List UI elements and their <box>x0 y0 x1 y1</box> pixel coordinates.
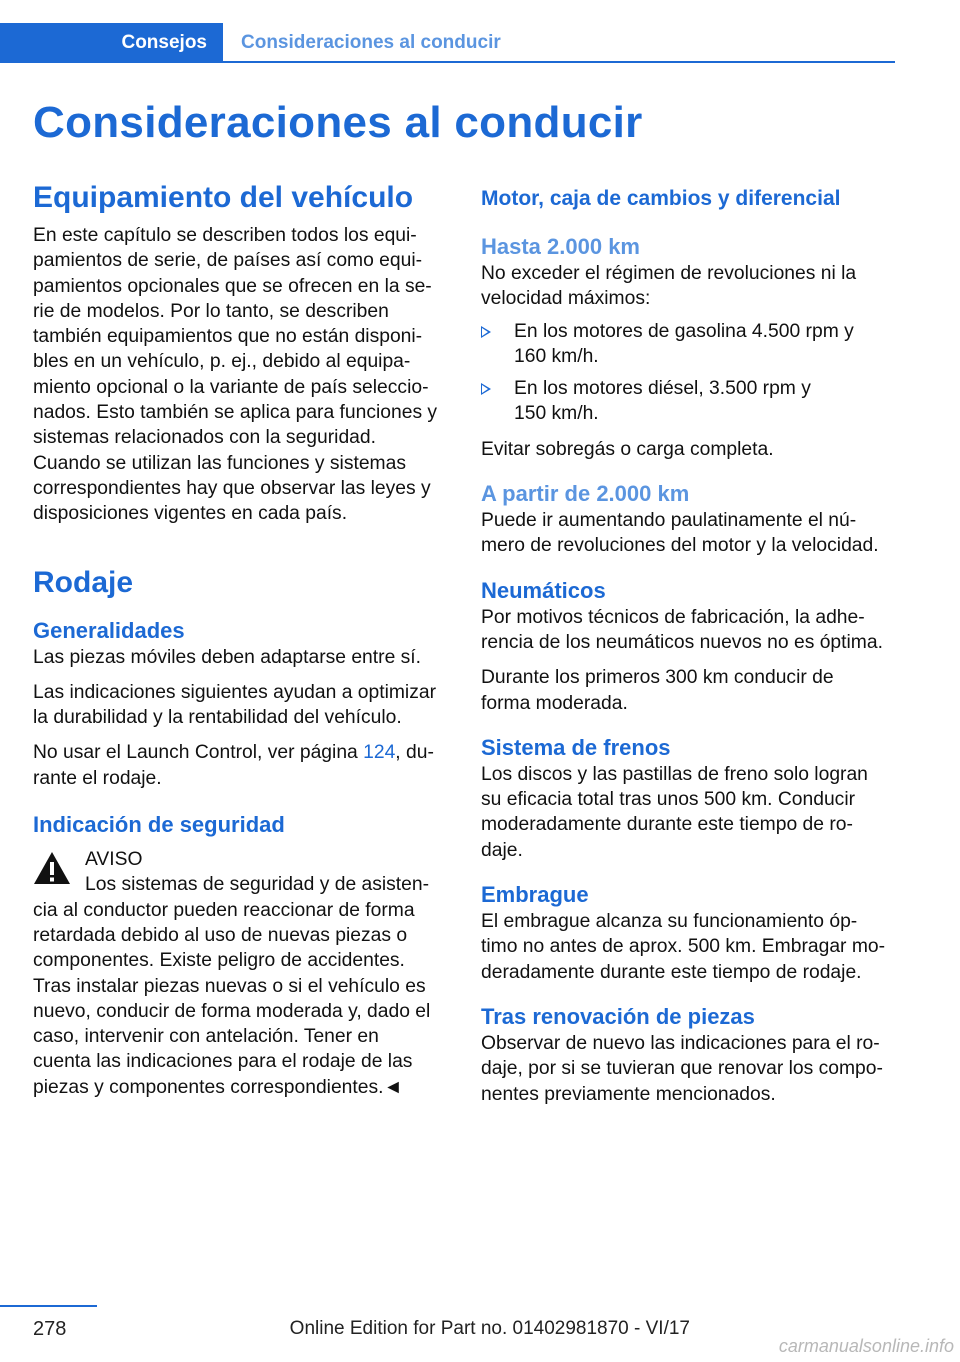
frenos-paragraph: Los discos y las pastillas de freno solo logran su eficacia total tras unos 500 km. Conducir moderadamente durante este tiempo de ro- daje. <box>481 763 868 861</box>
motor-heading: Motor, caja de cambios y diferencial <box>481 187 841 210</box>
warning-label: AVISO <box>85 849 143 871</box>
footer-rule <box>0 1305 97 1307</box>
warning-text: AVISO Los sistemas de seguridad y de asisten- cia al conductor pueden reaccionar de forma retardada debido al uso de nuevas piezas o componentes. Existe peligro de accidentes. Tras instalar piezas nuevas o si el vehículo es nuevo, conducir de forma moderada y, dado el caso, intervenir con antelación. Tener en cuenta las indicaciones para el rodaje de las piezas y componentes correspondientes.◄ <box>33 847 449 1100</box>
embrague-paragraph: El embrague alcanza su funcionamiento óp- timo no antes de aprox. 500 km. Embragar mo- deradamente durante este tiempo de rodaje. <box>481 911 886 983</box>
safety-heading: Indicación de seguridad <box>33 812 285 838</box>
warning-block <box>33 847 449 1100</box>
warning-triangle-icon <box>33 851 71 885</box>
apartir-paragraph: Puede ir aumentando paulatinamente el nú- mero de revoluciones del motor y la velocidad. <box>481 510 879 557</box>
equipment-heading: Equipamiento del vehículo <box>33 181 414 214</box>
page-number: 278 <box>33 1318 67 1340</box>
generalidades-p2: Las indicaciones siguientes ayudan a optimizar la durabilidad y la rentabilidad del vehículo. <box>33 681 437 729</box>
generalidades-p1: Las piezas móviles deben adaptarse entre sí. <box>33 646 421 668</box>
renovacion-paragraph: Observar de nuevo las indicaciones para el ro- daje, por si se tuvieran que renovar los compo- nentes previamente mencionados. <box>481 1032 883 1105</box>
hasta-heading: Hasta 2.000 km <box>481 234 640 259</box>
frenos-heading: Sistema de frenos <box>481 734 671 760</box>
watermark: carmanualsonline.info <box>778 1336 954 1356</box>
neumaticos-p2: Durante los primeros 300 km conducir de forma moderada. <box>481 667 834 714</box>
page-title: Consideraciones al conducir <box>33 98 643 147</box>
generalidades-p3: No usar el Launch Control, ver página 124, du- rante el rodaje. <box>33 742 434 789</box>
generalidades-heading: Generalidades <box>33 617 185 643</box>
hasta-paragraph: No exceder el régimen de revoluciones ni la velocidad máximos: <box>481 263 857 310</box>
apartir-heading: A partir de 2.000 km <box>481 481 690 507</box>
neumaticos-heading: Neumáticos <box>481 577 606 603</box>
rodaje-heading: Rodaje <box>33 565 134 599</box>
renovacion-heading: Tras renovación de piezas <box>481 1003 755 1029</box>
list-item: En los motores de gasolina 4.500 rpm y 160 km/h. <box>481 319 897 370</box>
header-bar <box>0 23 895 63</box>
evitar-text: Evitar sobregás o carga completa. <box>481 438 774 460</box>
right-column <box>481 180 897 1107</box>
bullet-triangle-icon <box>481 383 491 395</box>
embrague-heading: Embrague <box>481 882 589 908</box>
equipment-paragraph: En este capítulo se describen todos los equi- pamientos de serie, de países así como equi- pamientos opcionales que se ofrecen en la se- rie de modelos. Por lo tanto, se describen también equipamientos que no están disponi- bles en un vehículo, p. ej., debido al equipa- miento opcional o la variante de país seleccio- nados. Esto también se aplica para funciones y sistemas relacionados con la seguridad. Cuando se utilizan las funciones y sistemas correspondientes hay que observar las leyes y disposiciones vigentes en cada país. <box>33 225 438 525</box>
bullet-triangle-icon <box>481 326 491 338</box>
neumaticos-p1: Por motivos técnicos de fabricación, la adhe- rencia de los neumáticos nuevos no es óptima. <box>481 606 883 653</box>
edition-text: Online Edition for Part no. 01402981870 - VI/17 <box>289 1318 690 1339</box>
left-column <box>33 180 449 1100</box>
list-item: En los motores diésel, 3.500 rpm y 150 km/h. <box>481 376 897 427</box>
breadcrumb[interactable]: Consideraciones al conducir <box>241 32 501 53</box>
tab-consejos[interactable]: Consejos <box>0 23 223 63</box>
page-link-124[interactable]: 124 <box>363 742 396 764</box>
